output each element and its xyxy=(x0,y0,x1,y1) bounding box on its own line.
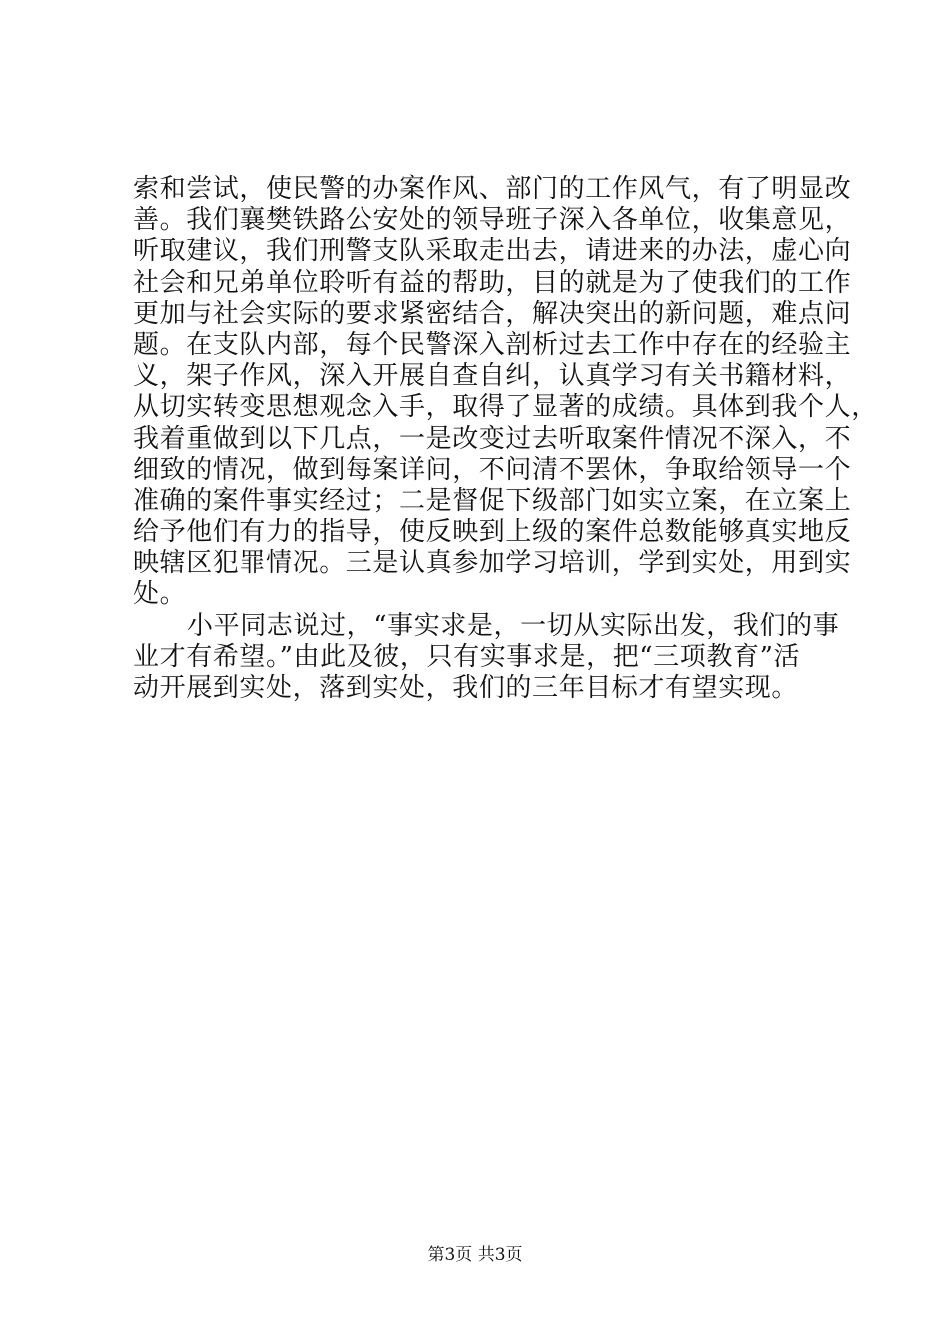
text-line: 听取建议，我们刑警支队采取走出去，请进来的办法，虚心向 xyxy=(133,236,852,267)
paragraph-start-line: 小平同志说过，“事实求是，一切从实际出发，我们的事 xyxy=(187,610,840,641)
text-line: 社会和兄弟单位聆听有益的帮助，目的就是为了使我们的工作 xyxy=(133,267,852,298)
text-line: 处。 xyxy=(133,579,187,610)
text-line: 从切实转变思想观念入手，取得了显著的成绩。具体到我个人， xyxy=(133,392,878,423)
text-line: 动开展到实处，落到实处，我们的三年目标才有望实现。 xyxy=(133,673,799,703)
document-body xyxy=(133,174,878,704)
text-line: 映辖区犯罪情况。三是认真参加学习培训，学到实处，用到实 xyxy=(133,548,852,579)
text-line: 善。我们襄樊铁路公安处的领导班子深入各单位，收集意见， xyxy=(133,205,852,236)
text-line: 我着重做到以下几点，一是改变过去听取案件情况不深入，不 xyxy=(133,423,852,454)
page-number-footer: 第3页 共3页 xyxy=(427,1245,523,1265)
text-line: 义，架子作风，深入开展自查自纠，认真学习有关书籍材料， xyxy=(133,361,852,392)
text-line: 索和尝试，使民警的办案作风、部门的工作风气，有了明显改 xyxy=(133,174,852,204)
text-line: 题。在支队内部，每个民警深入剖析过去工作中存在的经验主 xyxy=(133,329,852,360)
text-line: 准确的案件事实经过；二是督促下级部门如实立案，在立案上 xyxy=(133,485,852,516)
text-line: 给予他们有力的指导，使反映到上级的案件总数能够真实地反 xyxy=(133,517,852,548)
text-line: 业才有希望。”由此及彼，只有实事求是，把“三项教育”活 xyxy=(133,641,801,672)
text-line: 更加与社会实际的要求紧密结合，解决突出的新问题，难点问 xyxy=(133,298,852,329)
text-line: 细致的情况，做到每案详问，不问清不罢休，争取给领导一个 xyxy=(133,454,852,485)
